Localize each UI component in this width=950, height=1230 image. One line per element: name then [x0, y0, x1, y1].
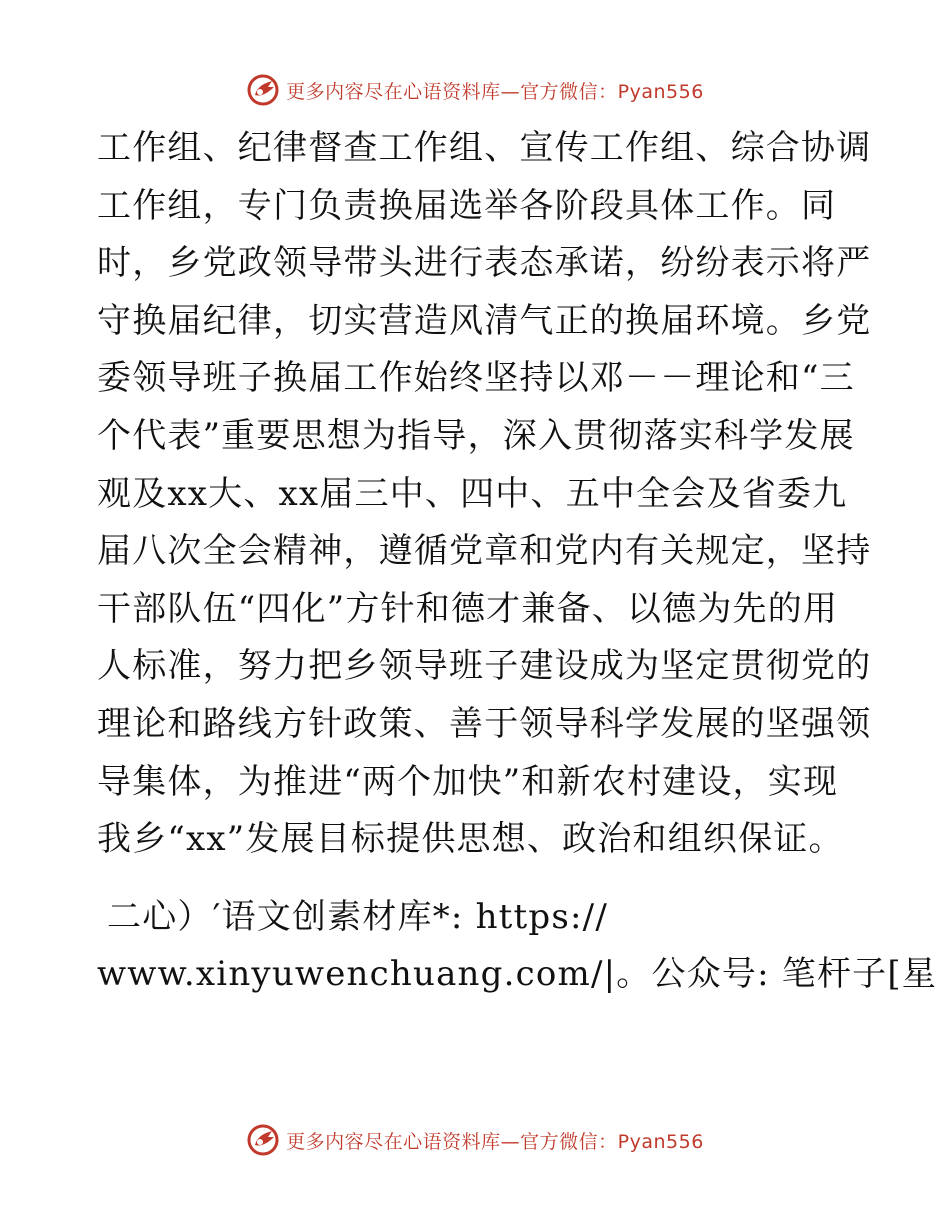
paragraph-line: 届八次全会精神，遵循党章和党内有关规定，坚持 [97, 531, 872, 572]
source-line: 二心）′语文创素材库*: https:// [107, 896, 608, 937]
paragraph-line: 时，乡党政领导带头进行表态承诺，纷纷表示将严 [97, 243, 872, 284]
ribbon-logo-icon [246, 73, 280, 107]
footer-watermark [0, 1120, 950, 1160]
paragraph-gap [97, 869, 867, 889]
watermark-text: 更多内容尽在心语资料库—官方微信：Pyan556 [286, 80, 704, 103]
paragraph-line: 工作组，专门负责换届选举各阶段具体工作。同 [97, 185, 837, 226]
paragraph-line: 干部队伍“四化”方针和德才兼备、以德为先的用 [97, 588, 839, 629]
document-body [97, 120, 938, 1004]
ribbon-logo-icon [246, 1123, 280, 1157]
paragraph-line: 委领导班子换届工作始终坚持以邓－－理论和“三 [97, 358, 855, 399]
watermark-text: 更多内容尽在心语资料库—官方微信：Pyan556 [286, 1130, 704, 1153]
paragraph-line: 个代表”重要思想为指导，深入贯彻落实科学发展 [97, 415, 855, 456]
source-url-line: www.xinyuwenchuang.com/|。公众号: 笔杆子[星 [97, 954, 938, 995]
paragraph-line: 理论和路线方针政策、善于领导科学发展的坚强领 [97, 703, 872, 744]
paragraph-line: 工作组、纪律督查工作组、宣传工作组、综合协调 [97, 128, 872, 168]
paragraph-line: 我乡“xx”发展目标提供思想、政治和组织保证。 [97, 819, 844, 860]
paragraph-line: 导集体，为推进“两个加快”和新农村建设，实现 [97, 761, 839, 802]
paragraph-line: 人标准，努力把乡领导班子建设成为坚定贯彻党的 [97, 646, 872, 687]
paragraph-line: 观及xx大、xx届三中、四中、五中全会及省委九 [97, 473, 848, 514]
header-watermark [0, 70, 950, 110]
paragraph-line: 守换届纪律，切实营造风清气正的换届环境。乡党 [97, 300, 872, 341]
